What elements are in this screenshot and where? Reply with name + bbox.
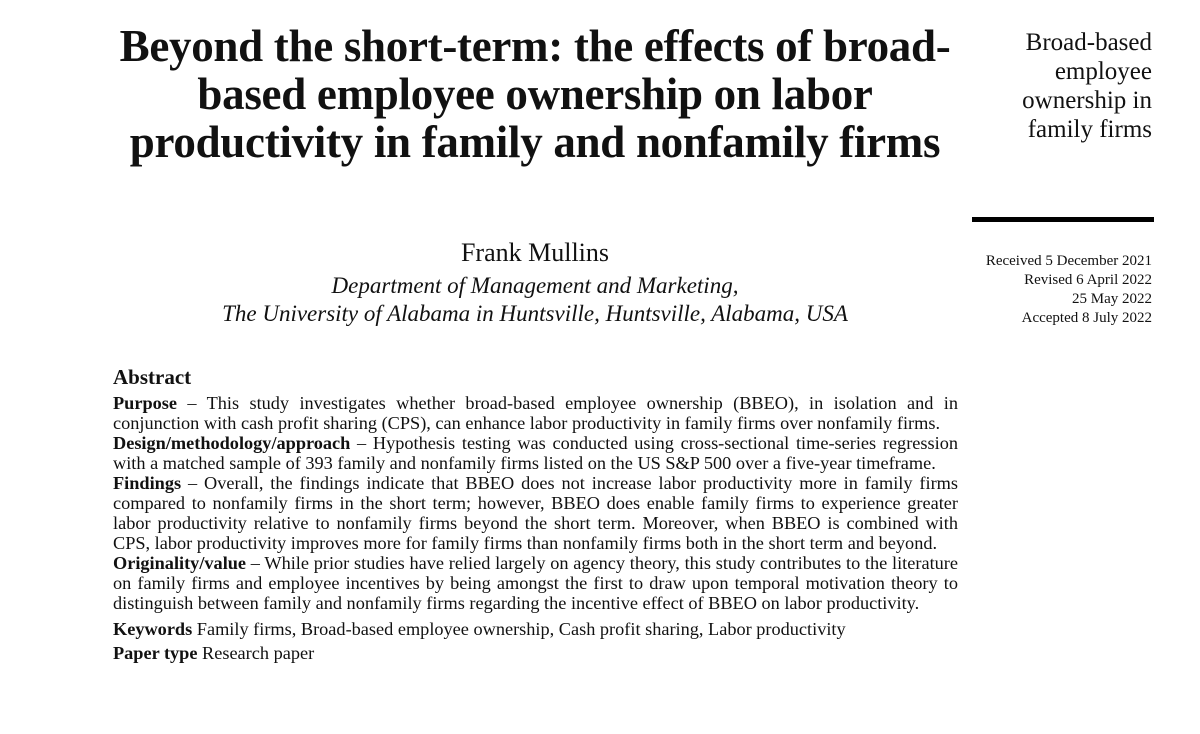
running-head: Broad-based employee ownership in family firms xyxy=(1022,29,1152,143)
affiliation-line-1: Department of Management and Marketing, xyxy=(331,273,739,298)
abstract-findings xyxy=(113,473,958,553)
date-revised: Revised 6 April 2022 xyxy=(1024,272,1152,288)
article-title: Beyond the short-term: the effects of broad-based employee ownership on labor productivity in family and nonfamily firms xyxy=(119,21,951,167)
affiliation-line-2: The University of Alabama in Huntsville, Huntsville, Alabama, USA xyxy=(222,301,848,326)
findings-label: Findings xyxy=(113,473,182,493)
purpose-label: Purpose xyxy=(113,393,177,413)
abstract-keywords xyxy=(113,619,958,639)
date-revised-second: 25 May 2022 xyxy=(1072,291,1152,307)
purpose-text: – This study investigates whether broad-based employee ownership (BBEO), in isolation and in conjunction with cash profit sharing (CPS), can enhance labor productivity in family firms over nonfamily firms. xyxy=(113,393,958,433)
paper-type-text: Research paper xyxy=(197,643,315,663)
abstract-heading: Abstract xyxy=(113,365,192,389)
abstract-originality xyxy=(113,553,958,613)
originality-label: Originality/value xyxy=(113,553,247,573)
abstract-paper-type xyxy=(113,643,958,663)
running-head-rule xyxy=(972,217,1154,222)
abstract-design xyxy=(113,433,958,473)
date-received: Received 5 December 2021 xyxy=(985,253,1152,269)
findings-text: – Overall, the findings indicate that BBEO does not increase labor productivity more in family firms compared to nonfamily firms in the short term; however, BBEO does enable family firms to experience greater labor productivity relative to nonfamily firms beyond the short term. Moreover, when BBEO is combined with CPS, labor productivity improves more for family firms than nonfamily firms both in the short term and beyond. xyxy=(113,473,958,553)
author-affiliation xyxy=(100,272,970,328)
author-name: Frank Mullins xyxy=(460,238,610,267)
design-text: – Hypothesis testing was conducted using cross-sectional time-series regression with a matched sample of 393 family and nonfamily firms listed on the US S&P 500 over a five-year timeframe. xyxy=(113,433,958,473)
keywords-label: Keywords xyxy=(113,619,193,639)
abstract-purpose xyxy=(113,393,958,433)
date-accepted: Accepted 8 July 2022 xyxy=(1021,310,1152,326)
originality-text: – While prior studies have relied largely on agency theory, this study contributes to the literature on family firms and employee incentives by being amongst the first to draw upon temporal motivation theory to distinguish between family and nonfamily firms regarding the incentive effect of BBEO on labor productivity. xyxy=(113,553,958,613)
abstract-section xyxy=(113,364,958,663)
article-history xyxy=(960,252,1152,328)
design-label: Design/methodology/approach xyxy=(113,433,351,453)
keywords-text: Family firms, Broad-based employee ownership, Cash profit sharing, Labor productivity xyxy=(192,619,846,639)
paper-type-label: Paper type xyxy=(113,643,198,663)
